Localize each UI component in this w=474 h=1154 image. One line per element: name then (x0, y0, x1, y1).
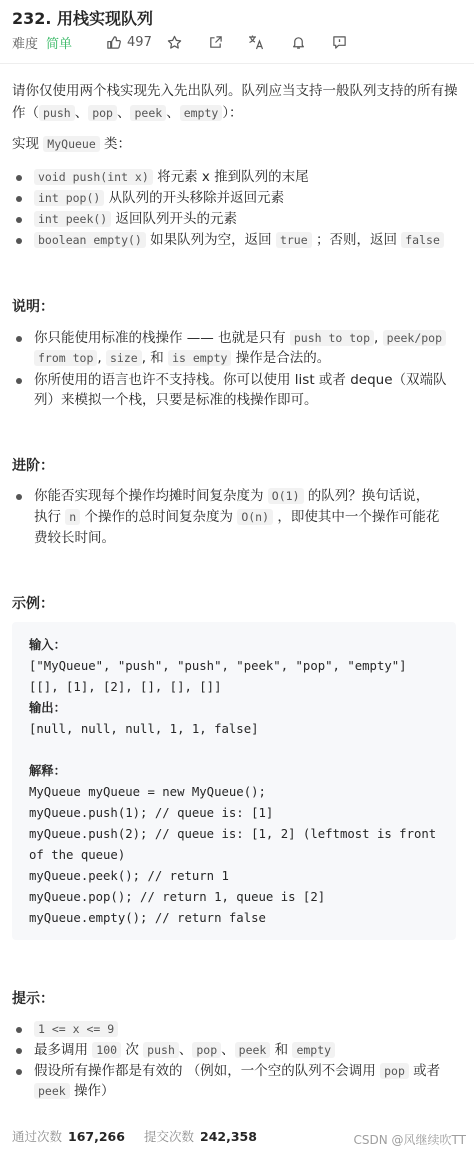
list-item: boolean empty() 如果队列为空，返回 true ；否则，返回 false (34, 230, 462, 251)
op-push: push (39, 105, 75, 121)
hints-heading: 提示： (12, 991, 54, 1007)
feedback-icon (332, 35, 347, 50)
list-item: int peek() 返回队列开头的元素 (34, 209, 462, 230)
notes-heading: 说明： (12, 299, 54, 315)
share-icon (208, 35, 223, 50)
page-title: 232. 用栈实现队列 (12, 9, 154, 28)
op-pop: pop (88, 105, 117, 121)
translate-button[interactable] (247, 33, 265, 51)
class-name: MyQueue (43, 136, 99, 152)
list-item: void push(int x) 将元素 x 推到队列的末尾 (34, 167, 462, 188)
passed-stat: 通过次数 167,266 (12, 1129, 125, 1144)
like-button[interactable] (106, 35, 152, 50)
translate-icon (248, 34, 264, 50)
list-item: 你所使用的语言也许不支持栈。你可以使用 list 或者 deque（双端队 列）来模拟一个栈，只要是标准的栈操作即可。 (34, 370, 462, 410)
list-item: 假设所有操作都是有效的 （例如，一个空的队列不会调用 pop 或者 peek 操作） (34, 1061, 462, 1101)
watermark: CSDN @风继续吹TT (353, 1133, 466, 1147)
list-item: 你只能使用标准的栈操作 —— 也就是只有 push to top , peek/pop from top , size , 和 is empty 操作是合法的。 (34, 328, 462, 368)
difficulty-badge: 简单 (46, 36, 73, 52)
share-button[interactable] (206, 33, 224, 51)
advanced-heading: 进阶： (12, 458, 54, 474)
favorite-button[interactable] (165, 33, 183, 51)
header-divider (0, 63, 474, 64)
difficulty-label: 难度 (12, 36, 39, 52)
list-item: 1 <= x <= 9 (34, 1019, 462, 1040)
op-peek: peek (130, 105, 166, 121)
bell-icon (291, 35, 306, 50)
op-empty: empty (180, 105, 223, 121)
thumb-up-icon (106, 35, 121, 50)
star-icon (167, 35, 182, 50)
example-content: 输入： ["MyQueue", "push", "push", "peek", "pop", "empty"] [[], [1], [2], [], [], []] 输出： [null, null, null, 1, 1, false] 解释： MyQueue myQueue = new MyQueue(); myQueue.push(1); // queue is: [1] myQueue.push(2); // queue is: [1, 2] (leftmost is front of the queue) myQueue.peek(); // return 1 myQueue.pop(); // return 1, queue is [2] myQueue.empty(); // return false (29, 638, 437, 925)
description-paragraph: 请你仅使用两个栈实现先入先出队列。队列应当支持一般队列支持的所有操 作（ push 、 pop 、 peek 、 empty ）： (12, 83, 458, 121)
implement-line: 实现 MyQueue 类： (12, 136, 132, 152)
problem-meta (12, 33, 152, 51)
example-code-block (12, 622, 456, 940)
list-item: 最多调用 100 次 push 、 pop 、 peek 和 empty (34, 1040, 462, 1061)
like-count: 497 (127, 34, 152, 50)
feedback-button[interactable] (330, 33, 348, 51)
list-item: 你能否实现每个操作均摊时间复杂度为 O(1) 的队列？换句话说， 执行 n 个操作的总时间复杂度为 O(n) ，即使其中一个操作可能花 费较长时间。 (34, 486, 462, 549)
subscribe-button[interactable] (289, 33, 307, 51)
submit-stat: 提交次数 242,358 (144, 1129, 257, 1144)
list-item: int pop() 从队列的开头移除并返回元素 (34, 188, 462, 209)
example-heading: 示例： (12, 596, 54, 612)
